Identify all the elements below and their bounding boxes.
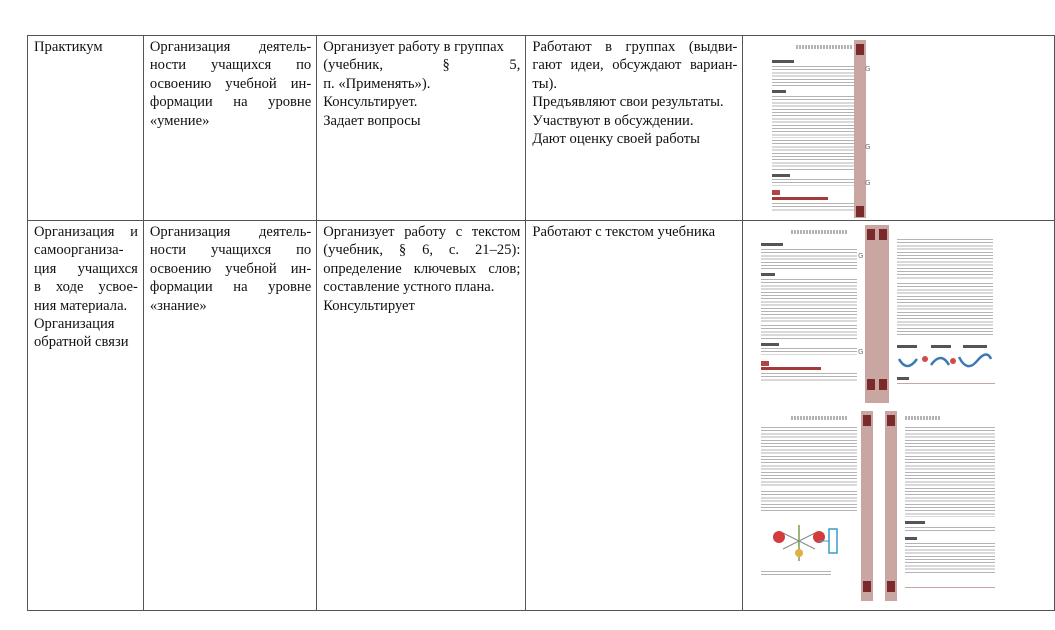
table-row — [28, 221, 1055, 611]
lesson-plan-table — [27, 35, 1055, 611]
text-line: ности учащихся по — [149, 57, 312, 74]
text-line: ния материала. — [34, 297, 128, 314]
table-row — [28, 36, 1055, 221]
text-line: формации на уровне — [149, 279, 312, 296]
text-line: Работают в группах (выдви- — [532, 39, 738, 55]
text-line: Организует работу с текстом — [323, 224, 521, 240]
textbook-illustration-cell — [743, 36, 1055, 221]
text-line: составление устного плана. — [323, 279, 495, 296]
textbook-page-image: G G — [755, 225, 877, 403]
teacher-activity-cell — [143, 221, 316, 611]
text-line: освоению учебной ин- — [149, 260, 312, 277]
text-line: в ходе усвое- — [34, 279, 138, 296]
student-actions-cell — [526, 36, 743, 221]
textbook-page-image — [755, 411, 877, 601]
text-line: Работают с текстом учебника — [532, 224, 716, 240]
text-line: п. «Применять»). — [323, 75, 431, 92]
stage-cell — [28, 221, 144, 611]
stage-cell — [28, 36, 144, 221]
text-line: формации на уровне — [149, 94, 312, 111]
text-line: Консультирует. — [323, 94, 418, 111]
text-line: Организация деятель- — [149, 224, 312, 240]
teacher-actions-cell — [317, 221, 526, 611]
text-line: гают идеи, обсуждают вариан- — [532, 57, 738, 74]
text-line: освоению учебной ин- — [149, 75, 312, 92]
wave-diagram-icon — [897, 351, 993, 373]
teacher-actions-cell — [317, 36, 526, 221]
textbook-page-image — [883, 411, 1001, 601]
text-line: определение ключевых слов; — [323, 260, 521, 277]
textbook-page-image — [877, 225, 1001, 403]
text-line: «умение» — [149, 112, 210, 129]
text-line: обратной связи — [34, 334, 129, 351]
text-line: ности учащихся по — [149, 242, 312, 259]
student-actions-cell — [526, 221, 743, 611]
molecule-diagram-icon — [763, 519, 853, 567]
text-line: (учебник, § 6, с. 21–25): — [323, 242, 521, 259]
text-line: Организация и — [34, 224, 138, 240]
text-line: Дают оценку своей работы — [532, 131, 700, 148]
text-line: ция учащихся — [34, 260, 138, 277]
text-line: Участвуют в обсуждении. — [532, 112, 694, 129]
textbook-illustration-cell — [743, 221, 1055, 611]
text-line: (учебник, § 5, — [323, 57, 521, 74]
text-line: Практикум — [34, 39, 103, 55]
text-line: Организует работу в группах — [323, 39, 504, 55]
text-line: «знание» — [149, 297, 207, 314]
text-line: Организация — [34, 316, 115, 333]
text-line: Предъявляют свои результаты. — [532, 94, 724, 111]
teacher-activity-cell — [143, 36, 316, 221]
text-line: Консультирует — [323, 297, 415, 314]
textbook-page-image: G G G — [766, 40, 872, 218]
text-line: Задает вопросы — [323, 112, 421, 129]
text-line: ты). — [532, 75, 558, 92]
text-line: Организация деятель- — [149, 39, 312, 55]
text-line: самоорганиза- — [34, 242, 124, 259]
